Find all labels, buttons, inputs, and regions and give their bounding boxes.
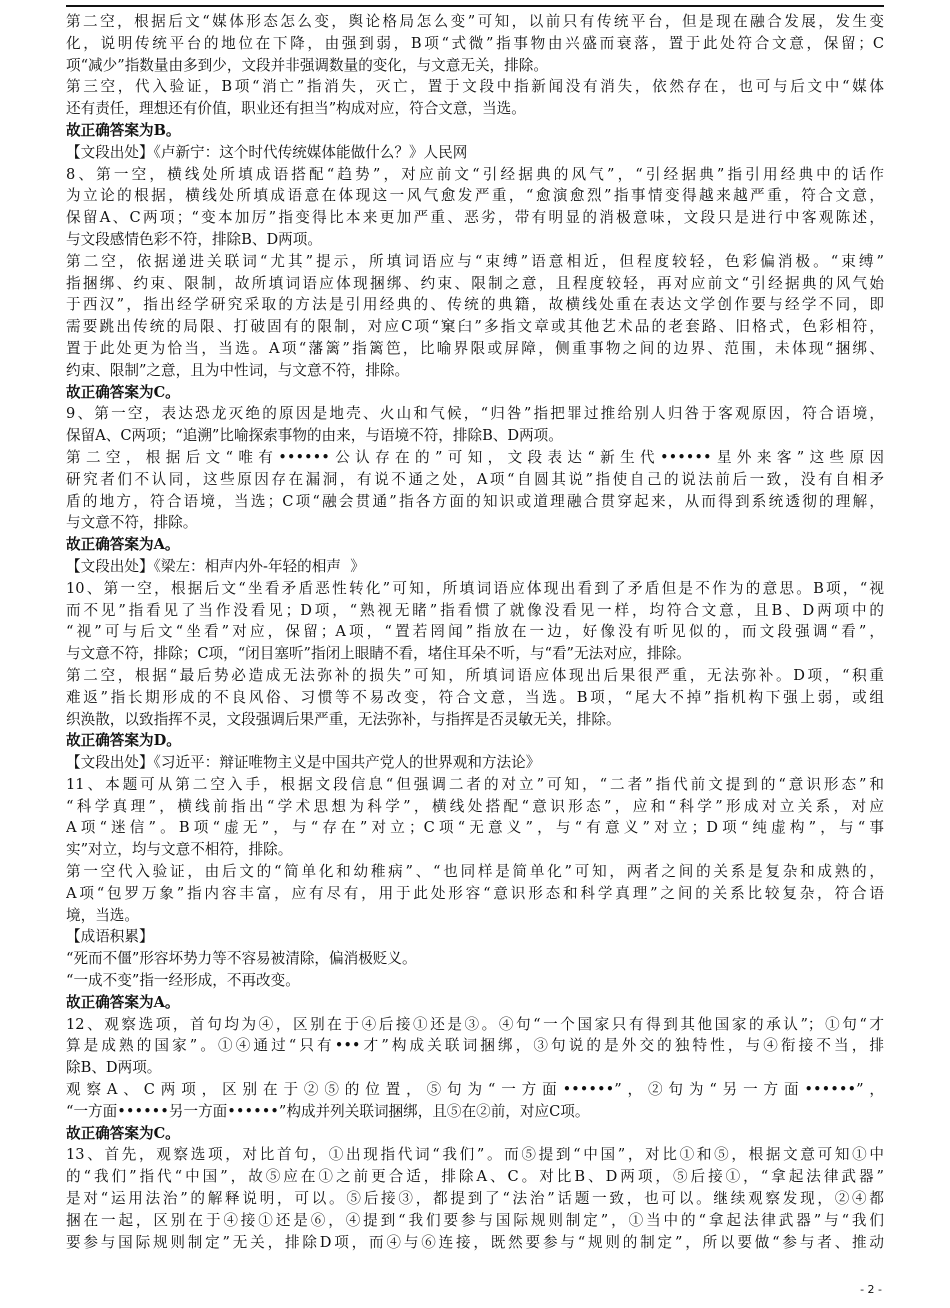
text-line: 观察A、C两项，区别在于②⑤的位置，⑤句为“一方面••••••”，②句为“另一方面••••••”， <box>66 1081 884 1099</box>
text-line: 与文意不符，排除。 <box>66 514 198 532</box>
text-line: 【文段出处】《习近平：辩证唯物主义是中国共产党人的世界观和方法论》 <box>66 754 541 772</box>
text-line: 算是成熟的国家”。①④通过“只有•••才”构成关联词捆绑，③句说的是外交的独特性，与④衔接不当，排 <box>66 1037 884 1055</box>
text-line: 10、第一空，根据后文“坐看矛盾恶性转化”可知，所填词语应体现出看到了矛盾但是不作为的意思。B项，“视 <box>66 579 884 597</box>
text-line: 于西汉”，指出经学研究采取的方法是引用经典的、传统的典籍，故横线处重在表达文学创作要与经学不同，即 <box>66 296 884 314</box>
text-line: 捆在一起，区别在于④接①还是⑥，④提到“我们要参与国际规则制定”，①当中的“拿起法律武器”与“我们 <box>66 1211 884 1229</box>
header-rule <box>66 5 884 7</box>
answer-line: 故正确答案为A。 <box>66 536 180 554</box>
text-line: 的“我们”指代“中国”，故⑤应在①之前更合适，排除A、C。对比B、D两项，⑤后接①，“拿起法律武器” <box>66 1168 884 1186</box>
answer-line: 故正确答案为C。 <box>66 383 180 401</box>
text-line: 境，当选。 <box>66 906 139 924</box>
text-line: 是对“运用法治”的解释说明，可以。⑤后接③，都提到了“法治”话题一致，也可以。继续观察发现，②④都 <box>66 1190 884 1208</box>
answer-line: 故正确答案为D。 <box>66 732 181 750</box>
answer-line: 故正确答案为B。 <box>66 121 181 139</box>
text-line: 织涣散，以致指挥不灵，文段强调后果严重，无法弥补，与指挥是否灵敏无关，排除。 <box>66 710 621 728</box>
text-line: 与文意不符，排除；C项，“闭目塞听”指闭上眼睛不看，堵住耳朵不听，与“看”无法对应，排除。 <box>66 645 691 663</box>
text-line: 第二空，根据后文“媒体形态怎么变，舆论格局怎么变”可知，以前只有传统平台，但是现在融合发展，发生变 <box>66 13 884 30</box>
text-line: 指捆绑、约束、限制，故所填词语应体现捆绑、约束、限制之意，且程度较轻，再对应前文“引经据典的风气始 <box>66 274 884 292</box>
text-line: 第二空，根据后文“唯有••••••公认存在的”可知，文段表达“新生代••••••星外来客”这些原因 <box>66 448 884 466</box>
text-line: 实”对立，均与文意不相符，排除。 <box>66 841 293 859</box>
answer-line: 故正确答案为A。 <box>66 993 180 1011</box>
text-line: A项“迷信”。B项“虚无”，与“存在”对立；C项“无意义”，与“有意义”对立；D项“纯虚构”，与“事 <box>66 819 884 837</box>
text-line: 【成语积累】 <box>66 928 154 946</box>
text-line: 难返”指长期形成的不良风俗、习惯等不易改变，符合文意，当选。B项，“尾大不掉”指机构下强上弱，或组 <box>66 688 884 706</box>
text-line: 【文段出处】《卢新宁：这个时代传统媒体能做什么？》人民网 <box>66 143 468 161</box>
text-line: 保留A、C两项；“追溯”比喻探索事物的由来，与语境不符，排除B、D两项。 <box>66 427 563 445</box>
text-line: 置于此处更为恰当，当选。A项“藩篱”指篱笆，比喻界限或屏障，侧重事物之间的边界、范围，未体现“捆绑、 <box>66 339 884 357</box>
document-body <box>66 11 884 1253</box>
text-line: 研究者们不认同，这些原因存在漏洞，有说不通之处，A项“自圆其说”指使自己的说法前后一致，没有自相矛 <box>66 470 884 488</box>
text-line: 盾的地方，符合语境，当选；C项“融会贯通”指各方面的知识或道理融合贯穿起来，从而得到系统透彻的理解， <box>66 492 884 510</box>
text-line: 9、第一空，表达恐龙灭绝的原因是地壳、火山和气候，“归咎”指把罪过推给别人归咎于客观原因，符合语境， <box>66 405 884 423</box>
text-line: 【文段出处】《梁左：相声内外-年轻的相声 》 <box>66 557 365 575</box>
text-line: 为立论的根据，横线处所填成语意在体现这一风气愈发严重，“愈演愈烈”指事情变得越来越严重，符合文意， <box>66 187 884 205</box>
text-line: 第二空，根据“最后势必造成无法弥补的损失”可知，所填词语应体现出后果很严重，无法弥补。D项，“积重 <box>66 666 884 684</box>
text-line: 化，说明传统平台的地位在下降，由强到弱，B项“式微”指事物由兴盛而衰落，置于此处符合文意，保留；C <box>66 34 884 52</box>
text-line: 与文段感情色彩不符，排除B、D两项。 <box>66 230 322 248</box>
text-line: 第一空代入验证，由后文的“简单化和幼稚病”、“也同样是简单化”可知，两者之间的关系是复杂和成熟的， <box>66 863 884 881</box>
text-line: “一成不变”指一经形成，不再改变。 <box>66 972 300 990</box>
text-line: 13、首先，观察选项，对比首句，①出现指代词“我们”。而⑤提到“中国”，对比①和⑤，根据文意可知①中 <box>66 1146 884 1164</box>
text-line: 还有责任，理想还有价值，职业还有担当”构成对应，符合文意，当选。 <box>66 100 526 118</box>
text-line: 12、观察选项，首句均为④，区别在于④后接①还是③。④句“一个国家只有得到其他国家的承认”；①句“才 <box>66 1015 884 1033</box>
text-line: “一方面••••••另一方面••••••”构成并列关联词捆绑，且⑤在②前，对应C项。 <box>66 1102 590 1120</box>
text-line: 需要跳出传统的局限、打破固有的限制，对应C项“窠臼”多指文章或其他艺术品的老套路、旧格式，色彩相符， <box>66 318 884 336</box>
text-line: A项“包罗万象”指内容丰富，应有尽有，用于此处形容“意识形态和科学真理”之间的关系比较复杂，符合语 <box>66 884 884 902</box>
text-line: 第二空，依据递进关联词“尤其”提示，所填词语应与“束缚”语意相近，但程度较轻，色彩偏消极。“束缚” <box>66 252 884 270</box>
text-line: “死而不僵”形容坏势力等不容易被清除，偏消极贬义。 <box>66 950 417 968</box>
text-line: 而不见”指看见了当作没看见；D项，“熟视无睹”指看惯了就像没看见一样，均符合文意，且B、D两项中的 <box>66 601 884 619</box>
text-line: “视”可与后文“坐看”对应，保留；A项，“置若罔闻”指放在一边，好像没有听见似的，而文段强调“看”， <box>66 623 884 641</box>
text-line: 要参与国际规则制定”无关，排除D项，而④与⑥连接，既然要参与“规则的制定”，所以要做“参与者、推动 <box>66 1233 884 1251</box>
text-line: 8、第一空，横线处所填成语搭配“趋势”，对应前文“引经据典的风气”，“引经据典”指引用经典中的话作 <box>66 165 884 183</box>
text-line: 项“减少”指数量由多到少，文段并非强调数量的变化，与文意无关，排除。 <box>66 56 548 74</box>
text-line: 11、本题可从第二空入手，根据文段信息“但强调二者的对立”可知，“二者”指代前文提到的“意识形态”和 <box>66 775 884 793</box>
answer-line: 故正确答案为C。 <box>66 1124 180 1142</box>
text-line: 约束、限制”之意，且为中性词，与文意不符，排除。 <box>66 361 410 379</box>
page-number: - 2 - <box>860 1283 882 1296</box>
text-line: 保留A、C两项；“变本加厉”指变得比本来更加严重、恶劣，带有明显的消极意味，文段只是进行中客观陈述， <box>66 209 884 227</box>
text-line: 除B、D两项。 <box>66 1059 162 1077</box>
text-line: “科学真理”，横线前指出“学术思想为科学”，横线处搭配“意识形态”，应和“科学”形成对立关系，对应 <box>66 797 884 815</box>
text-line: 第三空，代入验证，B项“消亡”指消失，灭亡，置于文段中指新闻没有消失，依然存在，也可与后文中“媒体 <box>66 78 884 96</box>
